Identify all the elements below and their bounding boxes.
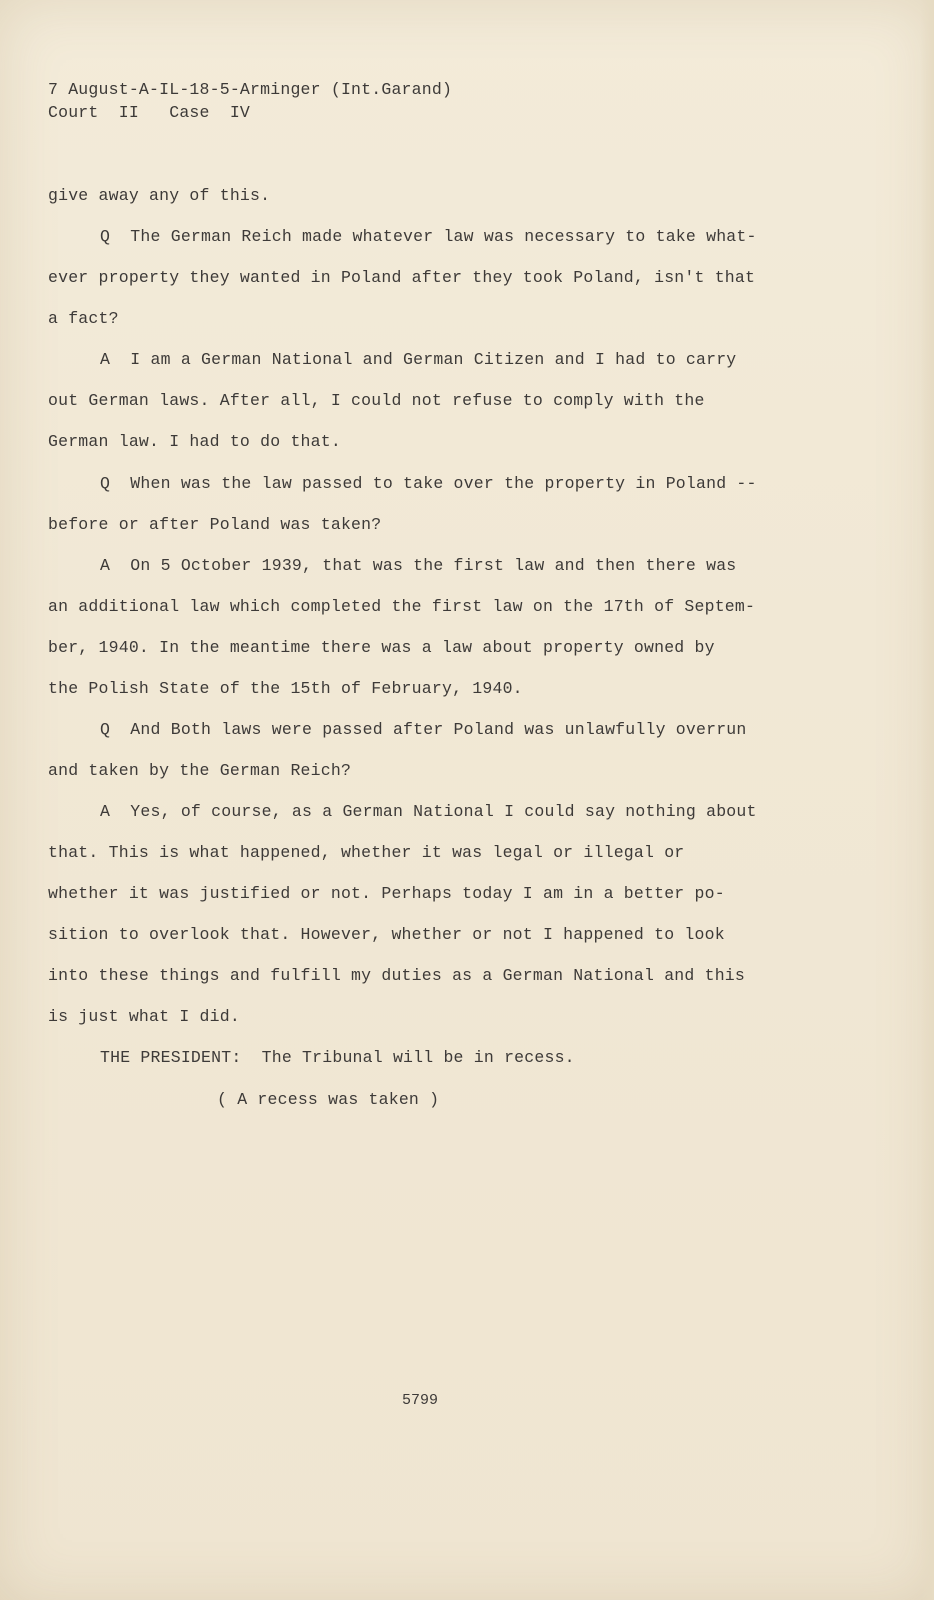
text-line: A Yes, of course, as a German National I could say nothing about bbox=[100, 802, 757, 821]
page-number: 5799 bbox=[402, 1392, 439, 1409]
text-line: before or after Poland was taken? bbox=[48, 515, 382, 534]
text-line: give away any of this. bbox=[48, 186, 271, 205]
text-line: sition to overlook that. However, whether or not I happened to look bbox=[48, 925, 725, 944]
text-line: A I am a German National and German Citizen and I had to carry bbox=[100, 350, 737, 369]
text-line: the Polish State of the 15th of February, 1940. bbox=[48, 679, 523, 698]
text-line: A On 5 October 1939, that was the first law and then there was bbox=[100, 556, 737, 575]
text-line: ever property they wanted in Poland after they took Poland, isn't that bbox=[48, 268, 756, 287]
text-line: into these things and fulfill my duties as a German National and this bbox=[48, 966, 746, 985]
header-court-case: Court II Case IV bbox=[48, 103, 251, 122]
text-line: out German laws. After all, I could not refuse to comply with the bbox=[48, 391, 705, 410]
recess-note: ( A recess was taken ) bbox=[217, 1090, 440, 1109]
text-line: Q When was the law passed to take over the property in Poland -- bbox=[100, 474, 757, 493]
text-line: Q And Both laws were passed after Poland was unlawfully overrun bbox=[100, 720, 747, 739]
text-line: that. This is what happened, whether it was legal or illegal or bbox=[48, 843, 685, 862]
president-statement: THE PRESIDENT: The Tribunal will be in recess. bbox=[100, 1048, 575, 1067]
text-line: Q The German Reich made whatever law was necessary to take what- bbox=[100, 227, 757, 246]
text-line: is just what I did. bbox=[48, 1007, 240, 1026]
text-line: a fact? bbox=[48, 309, 119, 328]
text-line: an additional law which completed the first law on the 17th of Septem- bbox=[48, 597, 756, 616]
text-line: and taken by the German Reich? bbox=[48, 761, 352, 780]
text-line: whether it was justified or not. Perhaps today I am in a better po- bbox=[48, 884, 725, 903]
text-line: ber, 1940. In the meantime there was a law about property owned by bbox=[48, 638, 715, 657]
text-line: German law. I had to do that. bbox=[48, 432, 341, 451]
header-reference: 7 August-A-IL-18-5-Arminger (Int.Garand) bbox=[48, 80, 453, 99]
page-edge bbox=[920, 0, 934, 1600]
